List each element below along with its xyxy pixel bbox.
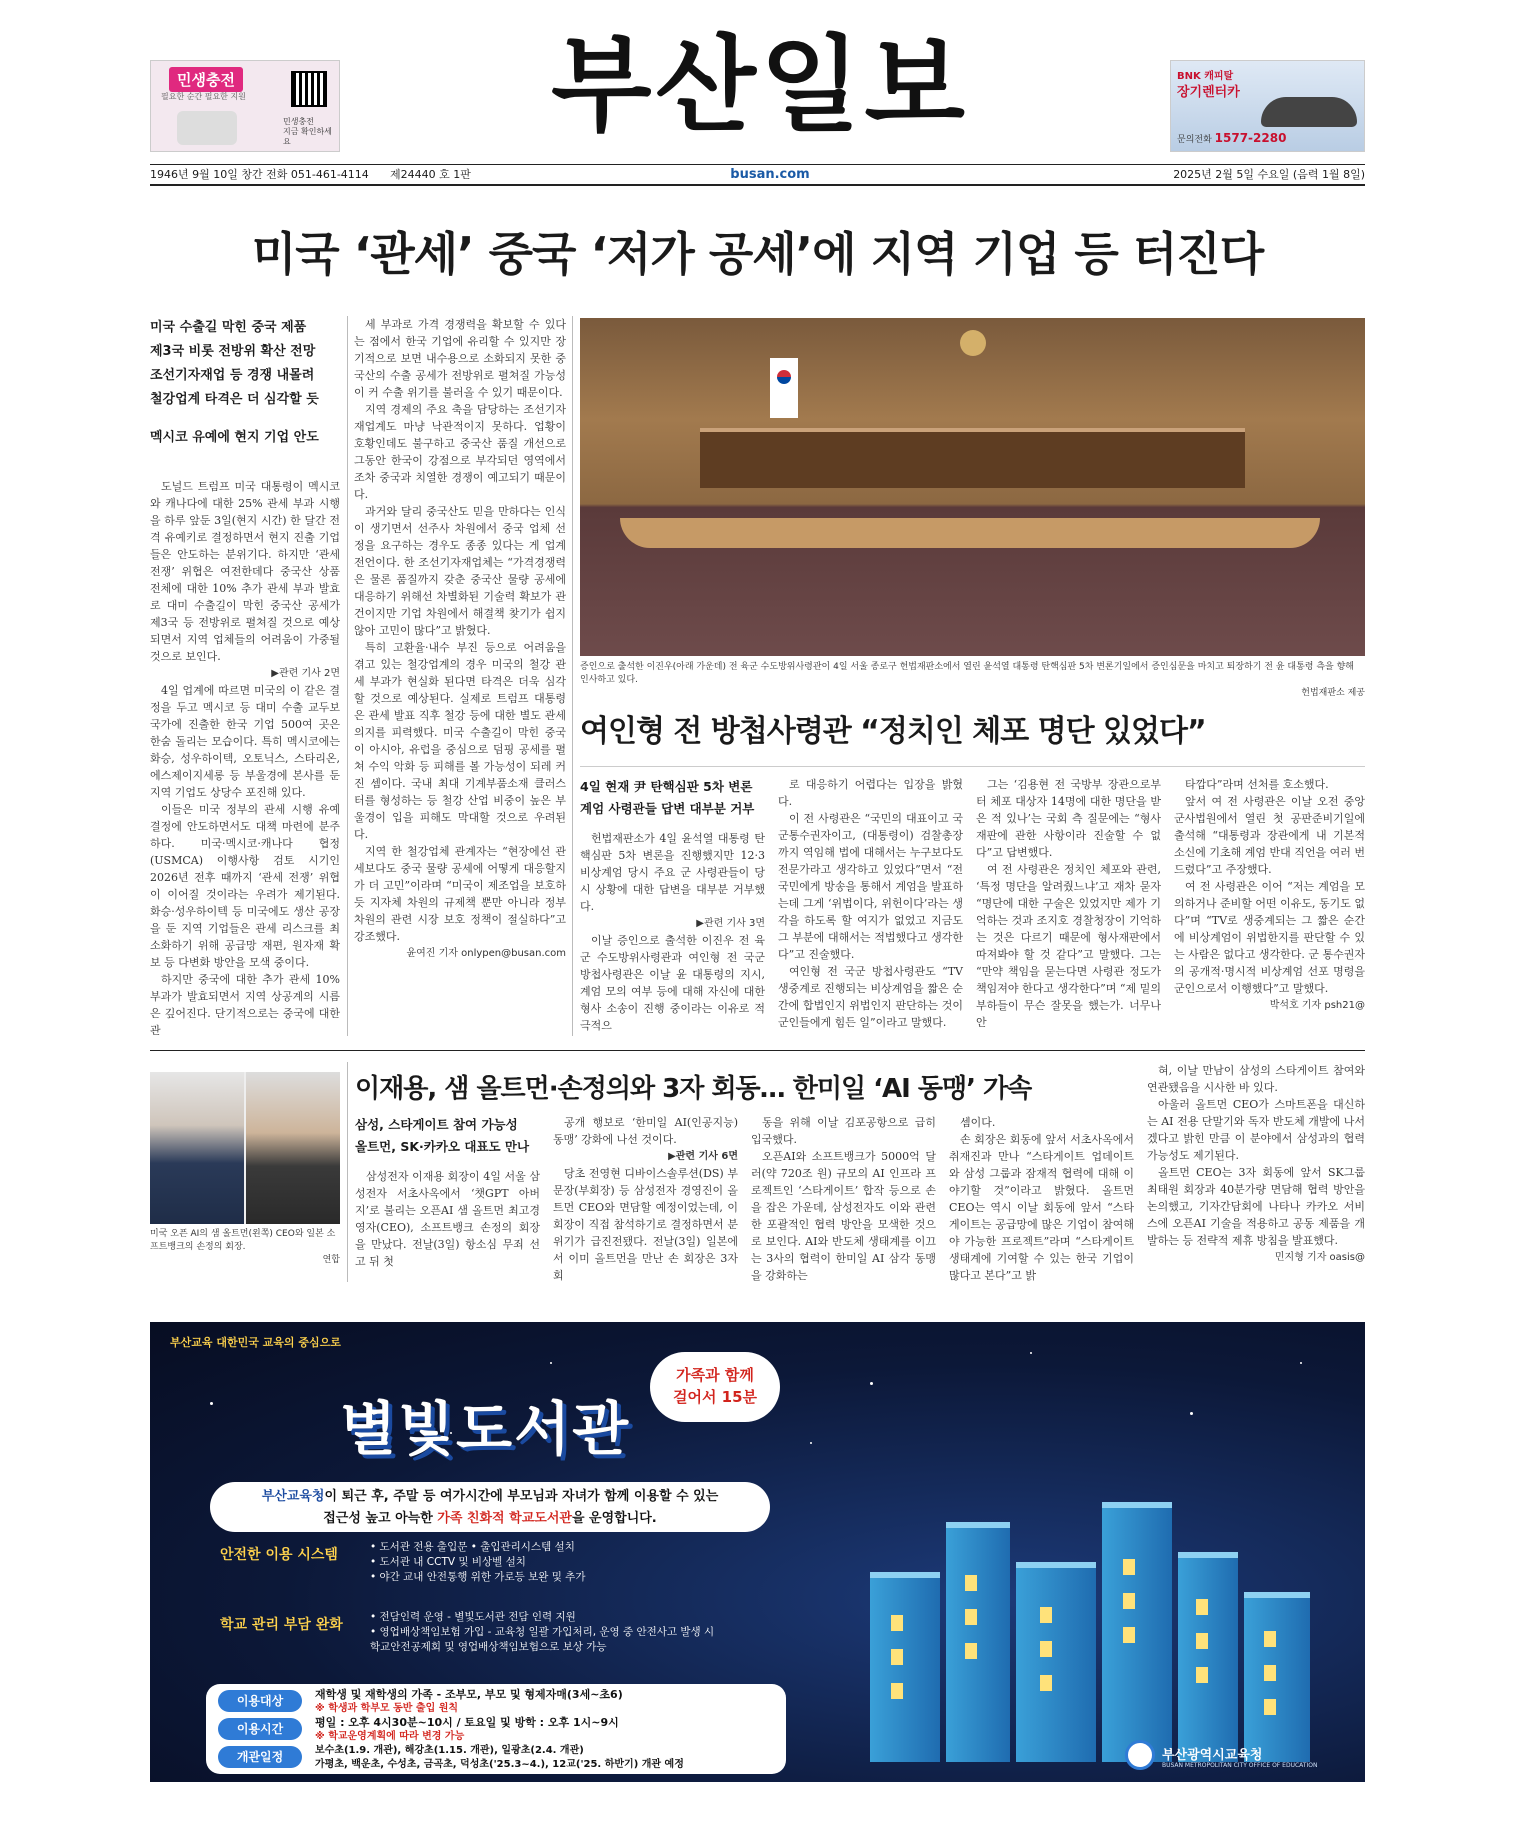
ad-slogan: 부산교육 대한민국 교육의 중심으로 xyxy=(170,1336,341,1349)
organization-name: 부산광역시교육청 xyxy=(1162,1748,1263,1763)
safety-section-title: 안전한 이용 시스템 xyxy=(220,1547,338,1563)
paragraph: 세 부과로 가격 경쟁력을 확보할 수 있다는 점에서 한국 기업에 유리할 수 있지만 장기적으로 보면 내수용으로 소화되지 못한 중국산의 수출 공세가 전방위로 펼쳐질 가능성이 커 수출 위기를 불러올 수 있기 때문이다. xyxy=(354,318,566,399)
info-label: 이용시간 xyxy=(218,1718,302,1740)
photo-credit: 헌법재판소 제공 xyxy=(1301,688,1365,698)
paragraph: 공개 행보로 ‘한미일 AI(인공지능) 동맹’ 강화에 나선 것이다. xyxy=(553,1116,738,1146)
paragraph: 여 전 사령관은 정치인 체포와 관련, ‘특정 명단을 알려줬느냐’고 재차 묻자 “명단에 대한 구술은 있었지만 제가 기억하는 것과 조지호 경찰청장이 기억하는 것은 다르기 때문에 형사재판에서 따져봐야 할 것 같다”고 말했다. 그는 “만약 책임을 묻는다면 사령관 정도가 책임져야 한다고 생각한다”며 “제 밑의 부하들이 무슨 잘못을 했는가. 너무나 안 xyxy=(976,863,1161,1029)
paragraph: 아울러 올트먼 CEO가 스마트폰을 대신하는 AI 전용 단말기와 독자 반도체 개발에 나서겠다고 밝힌 만큼 이 분야에서 삼성과의 협력 가능성도 제기된다. xyxy=(1147,1098,1365,1162)
paragraph: 이 전 사령관은 “국민의 대표이고 국군통수권자이고, (대통령이) 검찰총장까지 역임해 법에 대해서는 누구보다도 전문가라고 생각하고 있었다”면서 “전국민에게 방송을 통해서 계엄을 발표하는데 그게 ‘위법이다, 위헌이다’라는 생각을 하도록 할 여지가 없었고 지금도 그 부분에 대해서는 적법했다고 생각한다”고 진술했다. xyxy=(778,812,963,961)
book-buildings-illustration xyxy=(870,1462,1310,1762)
third-column-3 xyxy=(751,1114,936,1284)
lead-column-2 xyxy=(354,316,566,962)
ad-subtitle: 필요한 순간 필요한 지원 xyxy=(161,92,246,101)
photo-caption: 미국 오픈 AI의 샘 올트먼(왼쪽) CEO와 일본 소프트뱅크의 손정의 회장. 연합 xyxy=(150,1229,340,1265)
website-link[interactable]: busan.com xyxy=(730,167,810,182)
lead-column-1 xyxy=(150,478,340,1039)
third-subhead: 올트먼, SK·카카오 대표도 만나 xyxy=(355,1139,530,1154)
korean-flag xyxy=(770,358,798,418)
library-advertisement[interactable] xyxy=(150,1322,1365,1782)
second-subhead: 계엄 사령관들 답변 대부분 거부 xyxy=(580,801,755,816)
courtroom-desk xyxy=(620,518,1320,548)
ad-brand: BNK 캐피탈 xyxy=(1177,71,1234,82)
paragraph: 지역 한 철강업체 관계자는 “현장에선 관세보다도 중국 물량 공세에 어떻게 대응할지가 더 고민”이라며 “미국이 제조업을 보호하듯 지자체 차원의 규제책 뿐만 아니라 정부 차원의 관련 시장 보호 정책이 절실하다”고 강조했다. xyxy=(354,845,566,943)
paragraph: 삼성전자 이재용 회장이 4일 서울 삼성전자 서초사옥에서 ‘챗GPT 아버지’로 불리는 오픈AI 샘 올트먼 최고경영자(CEO), 소프트뱅크 손정의 회장을 만났다. 전날(3일) 항소심 무죄 선고 뒤 첫 xyxy=(355,1170,540,1268)
ad-tag: 민생충전 xyxy=(169,67,243,92)
divider xyxy=(580,766,1365,767)
charger-image xyxy=(177,111,237,145)
lead-subhead: 미국 수출길 막힌 중국 제품 xyxy=(150,320,307,335)
second-headline[interactable]: 여인형 전 방첩사령관 “정치인 체포 명단 있었다” xyxy=(580,714,1206,749)
speech-bubble: 가족과 함께 걸어서 15분 xyxy=(650,1352,780,1422)
court-hearing-photo[interactable] xyxy=(580,318,1365,656)
third-column-2 xyxy=(553,1114,738,1284)
paragraph: 그는 ‘김용현 전 국방부 장관으로부터 체포 대상자 14명에 대한 명단을 받은 적 있나’는 국회 측 질문에는 “형사재판에 관한 사항이라 진술할 수 없다”고 답변했다. xyxy=(976,778,1161,859)
altman-son-photo[interactable] xyxy=(150,1072,340,1224)
section-divider xyxy=(150,1050,1365,1051)
lead-subhead: 멕시코 유예에 현지 기업 안도 xyxy=(150,430,319,445)
paragraph: 과거와 달리 중국산도 믿을 만하다는 인식이 생기면서 선주사 차원에서 중국 업체 선정을 요구하는 경우도 종종 있다는 게 업계 전언이다. 한 조선기자재업체는 “가격경쟁력은 물론 품질까지 갖춘 중국산 물량 공세에 대응하기 위해선 차별화된 기술력 확보가 관건이지만 기업 차원에서 해결책 찾기가 쉽지 않아 고민이 많다”고 밝혔다. xyxy=(354,505,566,637)
paragraph: 오픈AI와 소프트뱅크가 5000억 달러(약 720조 원) 규모의 AI 인프라 프로젝트인 ‘스타게이트’ 합작 등으로 손을 잡은 가운데, 삼성전자도 이와 관련한 포괄적인 협력 방안을 모색한 것으로 보인다. AI와 반도체 생태계를 이끄는 3사의 협력이 한미일 AI 삼각 동맹을 강화하는 xyxy=(751,1150,936,1282)
second-column-3 xyxy=(976,776,1161,1031)
newspaper-masthead[interactable]: 부산일보 xyxy=(551,24,969,146)
paragraph: 앞서 여 전 사령관은 이날 오전 중앙군사법원에서 열린 첫 공판준비기일에 출석해 “대통령과 장관에게 내 기본적 소신에 기초해 계엄 반대 직언을 여러 번 드렸다”고 주장했다. xyxy=(1174,795,1365,876)
organization-subtitle: BUSAN METROPOLITAN CITY OFFICE OF EDUCATION xyxy=(1162,1762,1318,1769)
paragraph: 셈이다. xyxy=(960,1116,996,1129)
lead-subhead: 조선기자재업 등 경쟁 내몰려 xyxy=(150,368,315,383)
paragraph: 도널드 트럼프 미국 대통령이 멕시코와 캐나다에 대한 25% 관세 부과 시행을 하루 앞둔 3일(현지 시간) 한 달간 전격 유예키로 결정하면서 현지 진출 기업들은 안도하는 분위기다. 하지만 ‘관세 전쟁’ 위협은 여전한데다 중국산 상품 전체에 대한 10% 추가 관세 부과 발효로 대미 수출길이 막힌 중국산 공세가 제3국 등 전방위로 펼쳐질 것으로 예상되면서 지역 업체들의 어려움이 가중될 것으로 보인다. xyxy=(150,480,340,663)
paragraph: 당초 전영현 디바이스솔루션(DS) 부문장(부회장) 등 삼성전자 경영진이 올트먼 CEO와 면담할 예정이었는데, 이 회장이 직접 참석하기로 결정하면서 분위기가 급진전됐다. 전날(3일) 일본에서 이미 올트먼을 만난 손 회장은 3자 회 xyxy=(553,1167,738,1282)
third-headline[interactable]: 이재용, 샘 올트먼·손정의와 3자 회동… 한미일 ‘AI 동맹’ 가속 xyxy=(355,1074,1032,1104)
advertisement-right[interactable] xyxy=(1170,60,1365,152)
column-divider xyxy=(347,316,348,1036)
paragraph: 타깝다”라며 선처를 호소했다. xyxy=(1185,778,1329,791)
issue-number: 제24440 호 1판 xyxy=(390,168,471,181)
court-emblem xyxy=(960,330,986,356)
byline: 윤여진 기자 onlypen@busan.com xyxy=(406,948,566,959)
info-value: 재학생 및 재학생의 가족 - 조부모, 부모 및 형제자매(3세~초6) ※ 학생과 학부모 동반 출입 원칙 xyxy=(315,1688,623,1714)
safety-list: • 도서관 전용 출입문 • 출입관리시스템 설치 • 도서관 내 CCTV 및 비상벨 설치 • 야간 교내 안전통행 위한 가로등 보완 및 추가 xyxy=(370,1541,586,1583)
paragraph: 하지만 중국에 대한 추가 관세 10% 부과가 발효되면서 지역 상공계의 시름은 깊어진다. 단기적으로는 중국에 대한 관 xyxy=(150,973,340,1037)
info-value: 보수초(1.9. 개관), 해강초(1.15. 개관), 일광초(2.4. 개관) 가평초, 백운초, 수성초, 금곡초, 덕성초('25.3~4.), 12교('25. 하반기) 개관 예정 xyxy=(315,1745,684,1770)
paragraph: 지역 경제의 주요 축을 담당하는 조선기자재업계도 마냥 낙관적이지 못하다. 업황이 호황인데도 불구하고 중국산 품질 개선으로 그동안 한국이 강점으로 부각되던 영역에서조차 중국과 치열한 경쟁이 예고되기 때문이다. xyxy=(354,403,566,501)
management-list: • 전담인력 운영 - 별빛도서관 전담 인력 지원 • 영업배상책임보험 가입 - 교육청 일괄 가입처리, 운영 중 안전사고 발생 시 학교안전공제회 및 영업배상책임보험으로 보상 가능 xyxy=(370,1611,715,1653)
paragraph: 손 회장은 회동에 앞서 서초사옥에서 취재진과 만나 “스타게이트 업데이트와 삼성 그룹과 잠재적 협력에 대해 이야기할 것”이라고 밝혔다. 올트먼 CEO는 역시 이날 회동에 앞서 “스타게이트는 공급망에 많은 기업이 참여해야 가능한 프로젝트”라며 “스타게이트 생태계에 기여할 수 있는 한국 기업이 많다고 본다”고 밝 xyxy=(949,1133,1134,1282)
photo-credit: 연합 xyxy=(322,1255,340,1265)
lead-subhead: 제3국 비롯 전방위 확산 전망 xyxy=(150,344,316,359)
car-image xyxy=(1261,97,1357,127)
second-column-1 xyxy=(580,776,765,1034)
related-article-ref[interactable]: ▶관련 기사 3면 xyxy=(696,918,765,929)
lead-headline[interactable]: 미국 ‘관세’ 중국 ‘저가 공세’에 지역 기업 등 터진다 xyxy=(251,227,1264,281)
ad-title: 장기렌터카 xyxy=(1177,85,1240,100)
third-column-5 xyxy=(1147,1062,1365,1266)
paragraph: 4일 업계에 따르면 미국의 이 같은 결정을 두고 멕시코 등 대미 수출 교두보 국가에 진출한 한국 기업 500여 곳은 한숨 돌리는 모습이다. 특히 멕시코에는 화승, 성우하이텍, 오토닉스, 스타리온, 에스제이지세롱 등 부울경에 본사를 둔 지역 기업도 상당수 포진해 있다. xyxy=(150,684,340,799)
byline: 민지형 기자 oasis@ xyxy=(1274,1252,1365,1263)
education-office-logo-icon xyxy=(1125,1740,1155,1770)
paragraph: 특히 고환율·내수 부진 등으로 어려움을 겪고 있는 철강업계의 경우 미국의 철강 관세 부과가 현실화 된다면 타격은 더욱 심각할 것으로 예상된다. 실제로 트럼프 대통령은 관세 발표 직후 철강 등에 대한 별도 관세 의지를 피력했다. 미국 수출길이 막힌 중국이 아시아, 유럽을 중심으로 덤핑 공세를 펼쳐 수익 악화 등 피해를 볼 가능성이 되레 커진 셈이다. 국내 최대 기계부품소재 클러스터를 형성하는 등 철강 산업 비중이 높은 부울경이 입을 피해도 막대할 것으로 우려된다. xyxy=(354,641,566,841)
column-divider xyxy=(347,1062,348,1282)
info-bar xyxy=(150,164,1365,186)
lead-subhead: 철강업계 타격은 더 심각할 듯 xyxy=(150,392,319,407)
sam-altman-photo xyxy=(150,1072,244,1224)
paragraph: 올트먼 CEO는 3자 회동에 앞서 SK그룹 최태원 회장과 40분가량 면담해 협력 방안을 논의했고, 기자간담회에 나타나 카카오 서비스에 오픈AI 기술을 적용하고 공동 제품을 개발하는 등 전략적 제휴 방침을 발표했다. xyxy=(1147,1166,1365,1247)
photo-caption: 증인으로 출석한 이진우(아래 가운데) 전 육군 수도방위사령관이 4일 서울 종로구 헌법재판소에서 열린 윤석열 대통령 탄핵심판 5차 변론기일에서 증인심문을 마치고 퇴장하기 전 윤 대통령 측을 향해 인사하고 있다. 헌법재판소 제공 xyxy=(580,662,1365,698)
lead-subheads xyxy=(150,316,340,450)
ad-intro: 부산교육청이 퇴근 후, 주말 등 여가시간에 부모님과 자녀가 함께 이용할 수 있는 접근성 높고 아늑한 가족 친화적 학교도서관을 운영합니다. xyxy=(210,1482,770,1532)
info-label: 개관일정 xyxy=(218,1746,302,1768)
second-column-4 xyxy=(1174,776,1365,1014)
column-divider xyxy=(572,316,573,1036)
paragraph: 헌법재판소가 4일 윤석열 대통령 탄핵심판 5차 변론을 진행했지만 12·3 비상계엄 당시 주요 군 사령관들이 당시 상황에 대한 답변을 대부분 거부했다. xyxy=(580,832,765,913)
judges-bench xyxy=(700,428,1245,488)
third-subhead: 삼성, 스타게이트 참여 가능성 xyxy=(355,1117,518,1132)
info-label: 이용대상 xyxy=(218,1690,302,1712)
paragraph: 로 대응하기 어렵다는 입장을 밝혔다. xyxy=(778,778,963,808)
advertisement-left[interactable] xyxy=(150,60,340,152)
third-column-4 xyxy=(949,1114,1134,1284)
issue-date: 2025년 2월 5일 수요일 (음력 1월 8일) xyxy=(1173,168,1365,181)
paragraph: 이들은 미국 정부의 관세 시행 유예 결정에 안도하면서도 대책 마련에 분주하다. 미국·멕시코·캐나다 협정(USMCA) 이행사항 검토 시기인 2026년 전후 때까지 ‘관세 전쟁’ 위협이 이어질 것이라는 우려가 제기된다. 화승·성우하이텍 등 미국에도 생산 공장을 둔 지역 기업들은 관세 리스크를 최소화하기 위해 공급망 재편, 원자재 확보 등 다변화 방안을 모색 중이다. xyxy=(150,803,340,969)
byline: 박석호 기자 psh21@ xyxy=(1269,1000,1365,1011)
second-column-2 xyxy=(778,776,963,1031)
paragraph: 여 전 사령관은 이어 “저는 계엄을 모의하거나 준비할 어떤 이유도, 동기도 없다”며 “TV로 생중계되는 그 짧은 순간에 비상계엄이 위법한지를 판단할 수 있는 사람은 없다고 생각한다. 군 통수권자의 공개적·명시적 비상계엄 선포 명령을 군인으로서 이행했다”고 말했다. xyxy=(1174,880,1365,995)
paragraph: 이날 증인으로 출석한 이진우 전 육군 수도방위사령관과 여인형 전 국군 방첩사령관은 이날 윤 대통령의 지시, 계엄 모의 여부 등에 대해 자신에 대한 형사 소송이 진행 중이라는 이유로 적극적으 xyxy=(580,934,765,1032)
info-value: 평일 : 오후 4시30분~10시 / 토요일 및 방학 : 오후 1시~9시 ※ 학교운영계획에 따라 변경 가능 xyxy=(315,1716,619,1742)
founded-info: 1946년 9월 10일 창간 전화 051-461-4114 xyxy=(150,168,369,181)
ad-caption: 민생충전 지금 확인하세요 xyxy=(283,117,332,146)
paragraph: 혀, 이날 만남이 삼성의 스타게이트 참여와 연관됐음을 시사한 바 있다. xyxy=(1147,1064,1365,1094)
paragraph: 동을 위해 이날 김포공항으로 급히 입국했다. xyxy=(751,1116,936,1146)
related-article-ref[interactable]: ▶관련 기사 2면 xyxy=(271,668,340,679)
related-article-ref[interactable]: ▶관련 기사 6면 xyxy=(668,1151,738,1162)
ad-phone: 문의전화 1577-2280 xyxy=(1177,131,1287,145)
masayoshi-son-photo xyxy=(246,1072,340,1224)
ad-title: 별빛도서관 xyxy=(340,1395,631,1463)
paragraph: 여인형 전 국군 방첩사령관도 “TV 생중계로 진행되는 비상계엄을 짧은 순간에 합법인지 위법인지 판단하는 것이 군인들에게 힘든 일”이라고 말했다. xyxy=(778,965,963,1029)
qr-code-icon[interactable] xyxy=(291,71,327,107)
management-section-title: 학교 관리 부담 완화 xyxy=(220,1617,343,1633)
second-subhead: 4일 현재 尹 탄핵심판 5차 변론 xyxy=(580,779,753,794)
third-column-1 xyxy=(355,1114,540,1270)
